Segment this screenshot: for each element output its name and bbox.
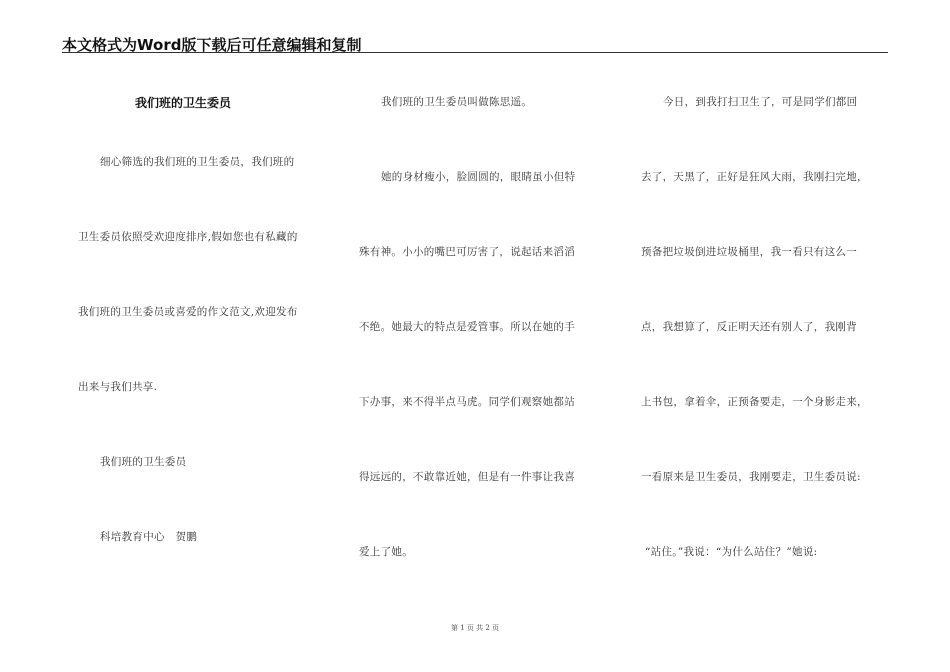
document-header-title: 本文格式为Word版下载后可任意编辑和复制 [62,36,362,54]
column-1-line: 卫生委员依照受欢迎度排序,假如您也有私藏的 [78,231,298,243]
column-2-line: 她的身材瘦小，脸圆圆的，眼睛虽小但特 [381,171,576,183]
column-2-line: 爱上了她。 [359,546,413,558]
column-3-line: 一看原来是卫生委员，我刚要走，卫生委员说: [641,471,861,483]
header-divider [62,52,888,53]
column-3-line: 去了，天黑了，正好是狂风大雨，我刚扫完地， [641,171,868,183]
column-3-line: “站住。”我说：“为什么站住？”她说: [645,546,818,558]
column-1-line: 我们班的卫生委员 [100,456,187,468]
column-3-line: 预备把垃圾倒进垃圾桶里，我一看只有这么一 [641,246,857,258]
column-1-line: 我们班的卫生委员或喜爱的作文范文,欢迎发布 [78,306,298,318]
column-1-line: 出来与我们共享. [78,381,158,393]
column-2-line: 殊有神。小小的嘴巴可厉害了，说起话来滔滔 [359,246,575,258]
column-2-line: 我们班的卫生委员叫做陈思遥。 [381,96,533,108]
column-3-line: 今日，到我打扫卫生了，可是同学们都回 [663,96,858,108]
column-2-line: 不绝。她最大的特点是爱管事。所以在她的手 [359,321,575,333]
column-3-line: 点，我想算了，反正明天还有别人了，我刚背 [641,321,857,333]
article-title: 我们班的卫生委员 [135,96,232,110]
column-1-line: 科培教育中心 贺鹏 [100,531,198,543]
column-3-line: 上书包，拿着伞，正预备要走，一个身影走来， [641,396,868,408]
page-number-footer: 第 1 页 共 2 页 [450,624,500,632]
column-2-line: 得远远的，不敢靠近她，但是有一件事让我喜 [359,471,575,483]
column-2-line: 下办事，来不得半点马虎。同学们观察她都站 [359,396,575,408]
column-1-line: 细心筛选的我们班的卫生委员，我们班的 [100,156,295,168]
